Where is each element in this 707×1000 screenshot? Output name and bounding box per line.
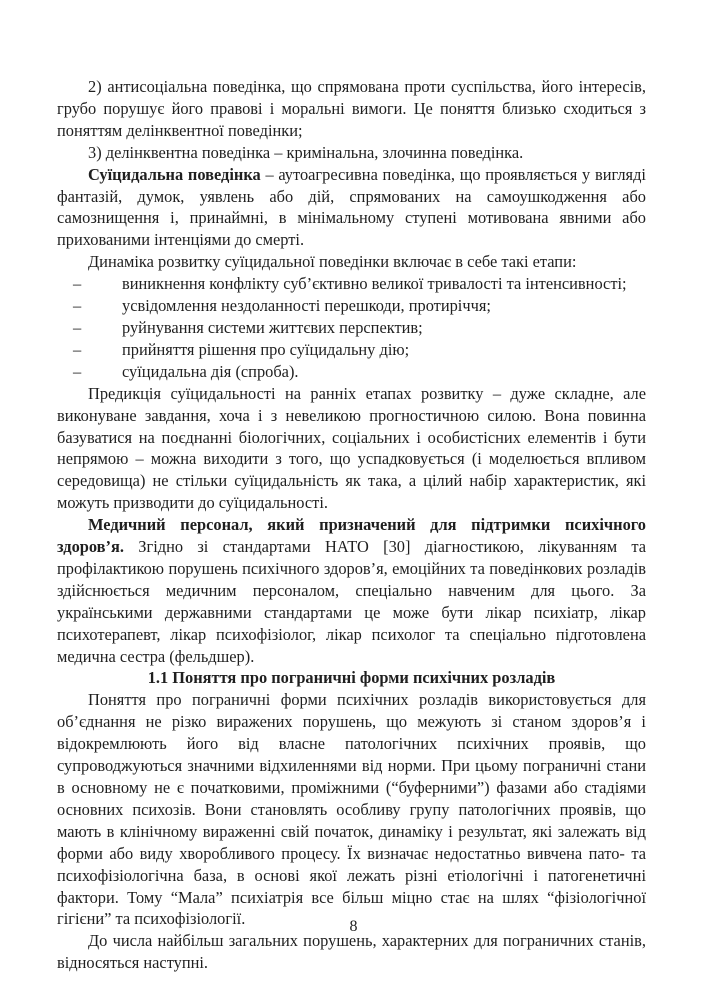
paragraph-text: – аутоагресивна поведінка, що проявляється у вигляді фантазій, думок, уявлень або дій, спрямованих на самоушкодження або самознищення і, принаймні, в мінімальному ступені мотивована явними або прихованими інтенціями до смерті. bbox=[57, 164, 646, 250]
suicide-stages-list bbox=[57, 273, 646, 383]
page-content bbox=[57, 76, 646, 974]
paragraph-antisocial-behavior: 2) антисоціальна поведінка, що спрямована проти суспільства, його інтересів, грубо порушує його правові і моральні вимоги. Це поняття близько сходиться з поняттям делінквентної поведінки; bbox=[57, 77, 646, 140]
list-item-text: усвідомлення нездоланності перешкоди, протиріччя; bbox=[122, 296, 491, 316]
dash-marker: – bbox=[73, 361, 82, 381]
list-item-text: руйнування системи життєвих перспектив; bbox=[122, 317, 423, 337]
dash-marker: – bbox=[73, 296, 82, 316]
list-item-text: прийняття рішення про суїцидальну дію; bbox=[122, 339, 410, 359]
page-number: 8 bbox=[349, 918, 358, 935]
dash-marker: – bbox=[73, 317, 82, 337]
bold-lead-suicidal-behavior: Суїцидальна поведінка bbox=[88, 164, 261, 184]
list-item bbox=[57, 273, 646, 295]
section-heading-1-1: 1.1 Поняття про пограничні форми психічних розладів bbox=[147, 668, 556, 688]
paragraph-delinquent-behavior: 3) делінквентна поведінка – кримінальна, злочинна поведінка. bbox=[88, 142, 524, 162]
paragraph-prediction: Предикція суїцидальності на ранніх етапах розвитку – дуже складне, але виконуване завдання, хоча і з невеликою прогностичною силою. Вона повинна базуватися на поєднанні біологічних, соціальних і особистісних елементів і бути непрямою – можна виходити з того, що успадковується (і моделюється впливом середовища) не стільки суїцидальність як така, а цілий набір характеристик, які можуть призводити до суїцидальності. bbox=[57, 383, 646, 513]
list-item bbox=[57, 317, 646, 339]
paragraph-text: Згідно зі стандартами НАТО [30] діагностикою, лікуванням та профілактикою порушень психічного здоров’я, емоційних та поведінкових розладів здійснюється медичним персоналом, спеціально навченим для цього. За українськими державними стандартами це може бути лікар психіатр, лікар психотерапевт, лікар психофізіолог, лікар психолог та спеціально підготовлена медична сестра (фельдшер). bbox=[57, 537, 646, 666]
list-item-text: виникнення конфлікту суб’єктивно великої тривалості та інтенсивності; bbox=[122, 274, 627, 294]
bold-lead-medical-personnel: Медичний персонал, який призначений для підтримки психічного здоров’я. bbox=[57, 515, 646, 557]
list-item bbox=[57, 295, 646, 317]
dash-marker: – bbox=[73, 339, 82, 359]
paragraph-dynamics-intro: Динаміка розвитку суїцидальної поведінки включає в себе такі етапи: bbox=[88, 252, 577, 272]
list-item-text: суїцидальна дія (спроба). bbox=[122, 361, 299, 381]
dash-marker: – bbox=[73, 274, 82, 294]
list-item bbox=[57, 361, 646, 383]
paragraph-borderline-forms: Поняття про пограничні форми психічних розладів використовується для об’єднання не різко виражених порушень, що межують зі станом здоров’я і відокремлюють його від власне патологічних психічних проявів, що супроводжуються значними відхиленнями від норми. При цьому пограничні стани в основному не є початковими, проміжними (“буферними”) фазами або стадіями основних психозів. Вони становлять особливу групу патологічних проявів, що мають в клінічному вираженні свій початок, динаміку і результат, які залежать від форми або виду хворобливого процесу. Їх визначає недостатньо вивчена пато- та психофізіологічна база, в основі якої лежать різні етіологічні і патогенетичні фактори. Тому “Мала” психіатрія все більш міцно стає на шлях “фізіологічної гігієни” та психофізіології. bbox=[57, 690, 646, 929]
paragraph-suicidal-behavior bbox=[57, 164, 646, 252]
paragraph-common-disorders: До числа найбільш загальних порушень, характерних для пограничних станів, відносяться наступні. bbox=[57, 931, 646, 973]
list-item bbox=[57, 339, 646, 361]
paragraph-medical-personnel bbox=[57, 514, 646, 667]
